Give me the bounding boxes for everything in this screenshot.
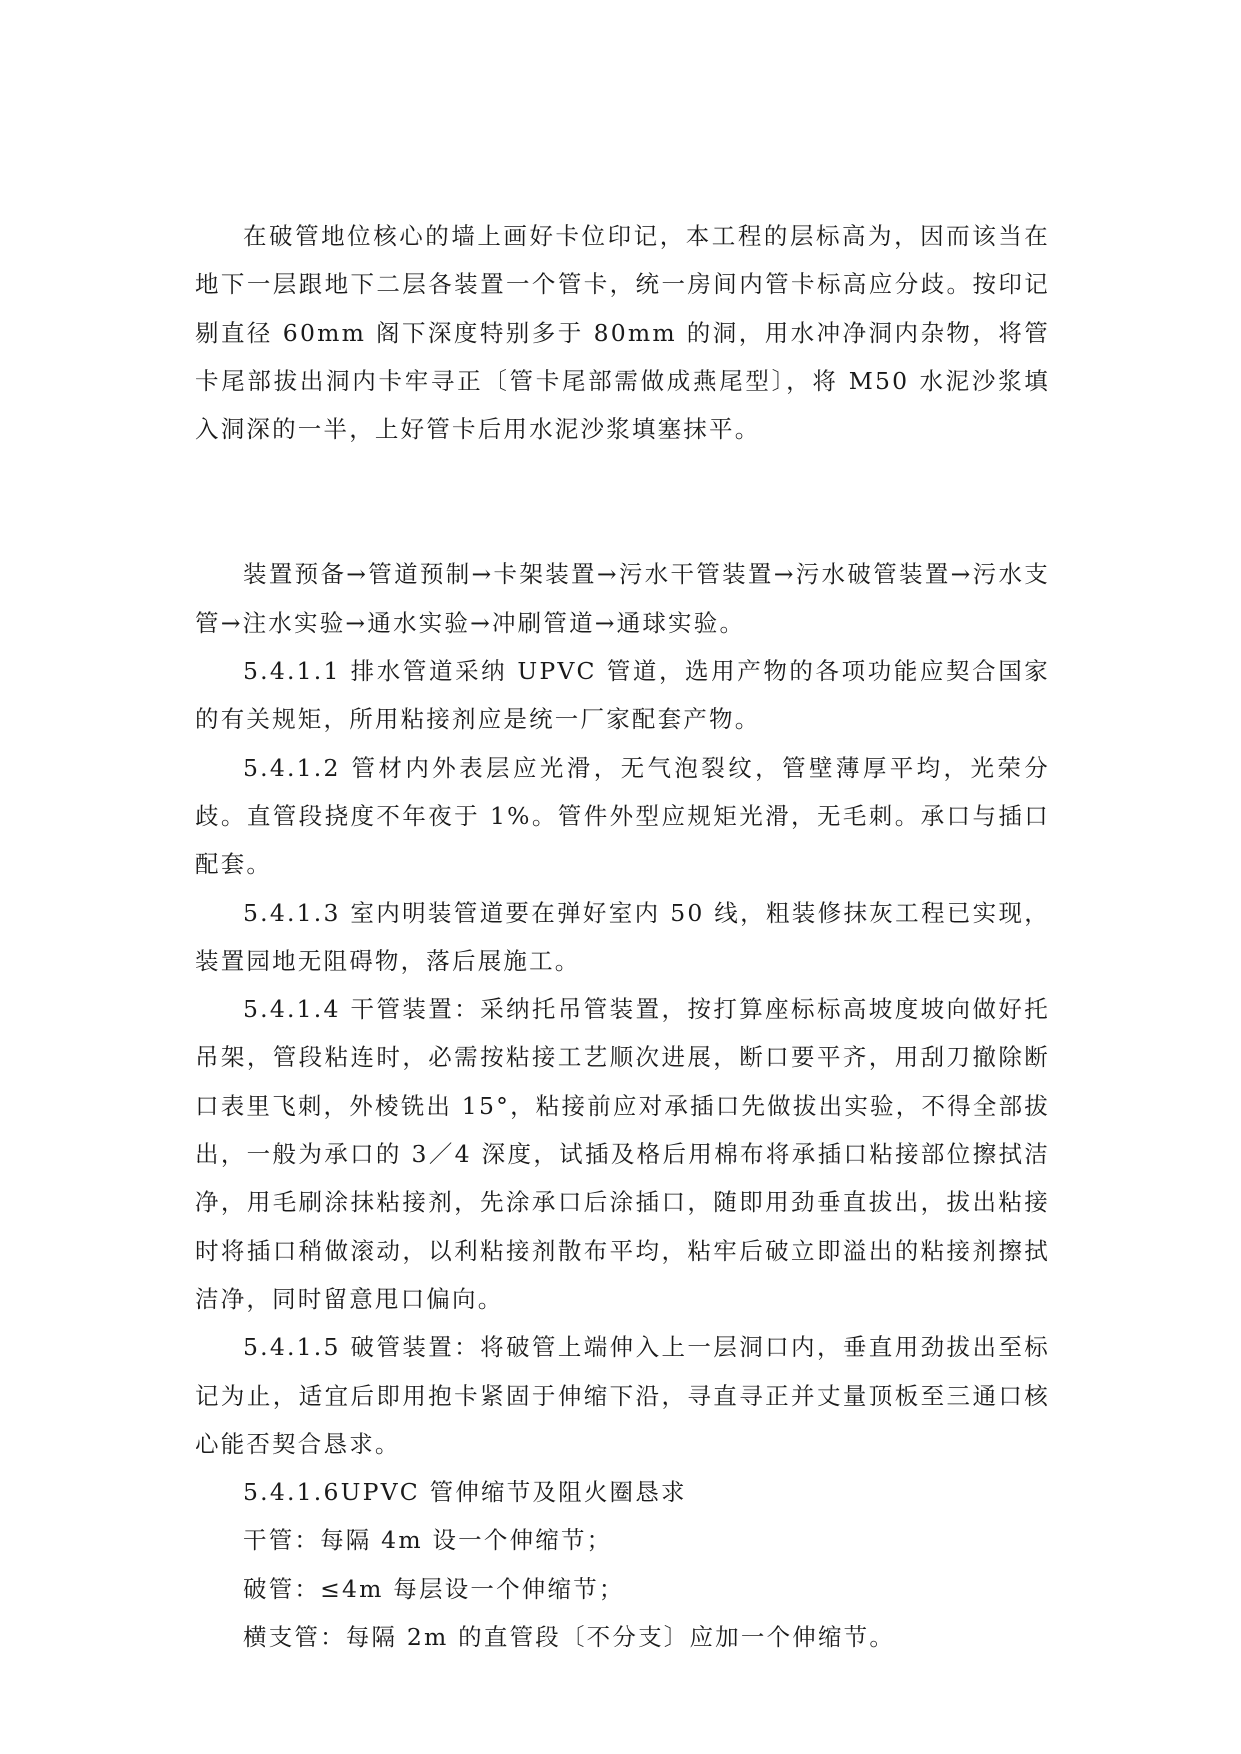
paragraph-branch-pipe: 横支管：每隔 2m 的直管段〔不分支〕应加一个伸缩节。	[243, 1623, 896, 1652]
paragraph-5-4-1-5: 5.4.1.5 破管装置：将破管上端伸入上一层洞口内，垂直用劲拔出至标记为止，适宜后即用抱卡紧固于伸缩下沿，寻直寻正并丈量顶板至三通口核心能否契合恳求。	[195, 1333, 1050, 1458]
paragraph-riser-pipe: 破管：≤4m 每层设一个伸缩节；	[243, 1574, 625, 1603]
section-drainage-install	[195, 550, 1050, 1661]
paragraph-5-4-1-3: 5.4.1.3 室内明装管道要在弹好室内 50 线，粗装修抹灰工程已实现，装置园地无阻碍物，落后展施工。	[195, 898, 1050, 975]
paragraph-process-flow: 装置预备→管道预制→卡架装置→污水干管装置→污水破管装置→污水支管→注水实验→通水实验→冲刷管道→通球实验。	[195, 560, 1050, 637]
section-gap	[195, 453, 1050, 550]
paragraph-main-pipe: 干管：每隔 4m 设一个伸缩节；	[243, 1526, 613, 1555]
section-pipe-clamp	[195, 212, 1050, 453]
paragraph-5-4-1-6: 5.4.1.6UPVC 管伸缩节及阻火圈恳求	[243, 1478, 687, 1507]
paragraph-5-4-1-2: 5.4.1.2 管材内外表层应光滑，无气泡裂纹，管壁薄厚平均，光荣分歧。直管段挠度不年夜于 1%。管件外型应规矩光滑，无毛刺。承口与插口配套。	[195, 753, 1050, 879]
document-page	[195, 212, 1050, 1661]
paragraph: 在破管地位核心的墙上画好卡位印记，本工程的层标高为，因而该当在地下一层跟地下二层各装置一个管卡，统一房间内管卡标高应分歧。按印记剔直径 60mm 阁下深度特别多于 80mm 的洞，用水冲净洞内杂物，将管卡尾部拔出洞内卡牢寻正〔管卡尾部需做成燕尾型〕，将 M50 水泥沙浆填入洞深的一半，上好管卡后用水泥沙浆填塞抹平。	[195, 222, 1050, 444]
paragraph-5-4-1-4: 5.4.1.4 干管装置：采纳托吊管装置，按打算座标标高坡度坡向做好托吊架，管段粘连时，必需按粘接工艺顺次进展，断口要平齐，用刮刀撤除断口表里飞刺，外棱铣出 15°，粘接前应对承插口先做拔出实验，不得全部拔出，一般为承口的 3／4 深度，试插及格后用棉布将承插口粘接部位擦拭洁净，用毛刷涂抹粘接剂，先涂承口后涂插口，随即用劲垂直拔出，拔出粘接时将插口稍做滚动，以利粘接剂散布平均，粘牢后破立即溢出的粘接剂擦拭洁净，同时留意甩口偏向。	[195, 995, 1050, 1313]
paragraph-5-4-1-1: 5.4.1.1 排水管道采纳 UPVC 管道，选用产物的各项功能应契合国家的有关规矩，所用粘接剂应是统一厂家配套产物。	[195, 657, 1050, 734]
